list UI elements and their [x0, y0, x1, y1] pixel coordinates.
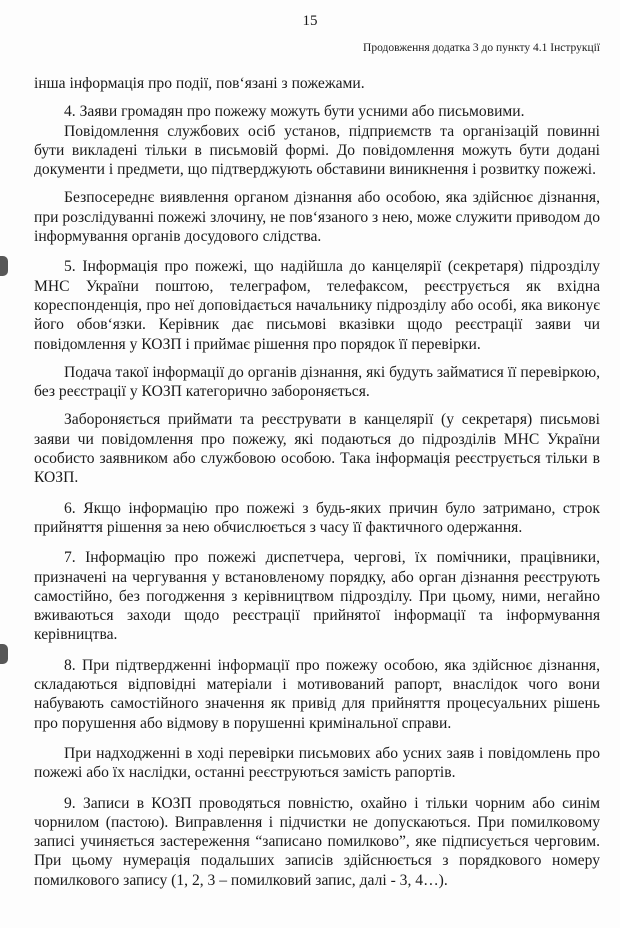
paragraph: 7. Інформацію про пожежі диспетчера, чергові, їх помічники, працівники, призначені на чергування у встановленому порядку, або орган дізнання реєструють самостійно, без погодження з керівництвом підрозділу. При цьому, ними, негайно вживаються заходи щодо реєстрації прийнятої інформації та інформування керівництва. [34, 549, 600, 644]
paragraph: 9. Записи в КОЗП проводяться повністю, охайно і тільки чорним або синім чорнилом (пастою). Виправлення і підчистки не допускаються. При помилковому записі учиняється застереження “записано помилково”, яке підписується черговим. При цьому нумерація подальших записів здійснюється з порядкового номеру помилкового запису (1, 2, 3 – помилковий запис, далі - 3, 4…). [34, 794, 600, 889]
paragraph: 8. При підтвердженні інформації про пожежу особою, яка здійснює дізнання, складаються відповідні матеріали і мотивований рапорт, внаслідок чого вони набувають самостійного значення як привід для прийняття процесуальних рішень про порушення або відмову в порушенні кримінальної справи. [34, 656, 600, 732]
running-header: Продовження додатка 3 до пункту 4.1 Інструкції [363, 42, 600, 54]
page-number: 15 [302, 13, 318, 29]
punch-hole-mark [0, 256, 8, 276]
paragraph: 5. Інформація про пожежі, що надійшла до канцелярії (секретаря) підрозділу МНС України поштою, телеграфом, телефаксом, реєструється як вхідна кореспонденція, про неї доповідається начальнику підрозділу або особі, яка виконує його обов‘язки. Керівник дає письмові вказівки щодо реєстрації заяви чи повідомлення у КОЗП і приймає рішення про порядок її перевірки. [34, 258, 600, 353]
paragraph: При надходженні в ході перевірки письмових або усних заяв і повідомлень про пожежі або їх наслідки, останні реєструються замість рапортів. [34, 744, 600, 782]
document-body [34, 74, 600, 890]
paragraph: Забороняється приймати та реєструвати в канцелярії (у секретаря) письмові заяви чи повідомлення про пожежу, які подаються до підрозділів МНС України особисто заявником або службовою особою. Така інформація реєструється тільки в КОЗП. [34, 411, 600, 487]
paragraph: 4. Заяви громадян про пожежу можуть бути усними або письмовими. [64, 103, 525, 121]
paragraph: Безпосереднє виявлення органом дізнання або особою, яка здійснює дізнання, при розслідуванні пожежі злочину, не пов‘язаного з нею, може служити приводом до інформування органів досудового слідства. [34, 189, 600, 246]
paragraph: 6. Якщо інформацію про пожежі з будь-яких причин було затримано, строк прийняття рішення за нею обчислюється з часу її фактичного одержання. [34, 499, 600, 536]
paragraph: інша інформація про події, пов‘язані з пожежами. [34, 75, 365, 92]
paragraph: Повідомлення службових осіб установ, підприємств та організацій повинні бути викладені тільки в письмовій формі. До повідомлення можуть бути додані документи і предмети, що підтверджують обставини виникнення і розвитку пожежі. [34, 122, 600, 179]
paragraph: Подача такої інформації до органів дізнання, які будуть займатися її перевіркою, без реєстрації у КОЗП категорично забороняється. [34, 363, 600, 401]
punch-hole-mark [0, 644, 8, 664]
